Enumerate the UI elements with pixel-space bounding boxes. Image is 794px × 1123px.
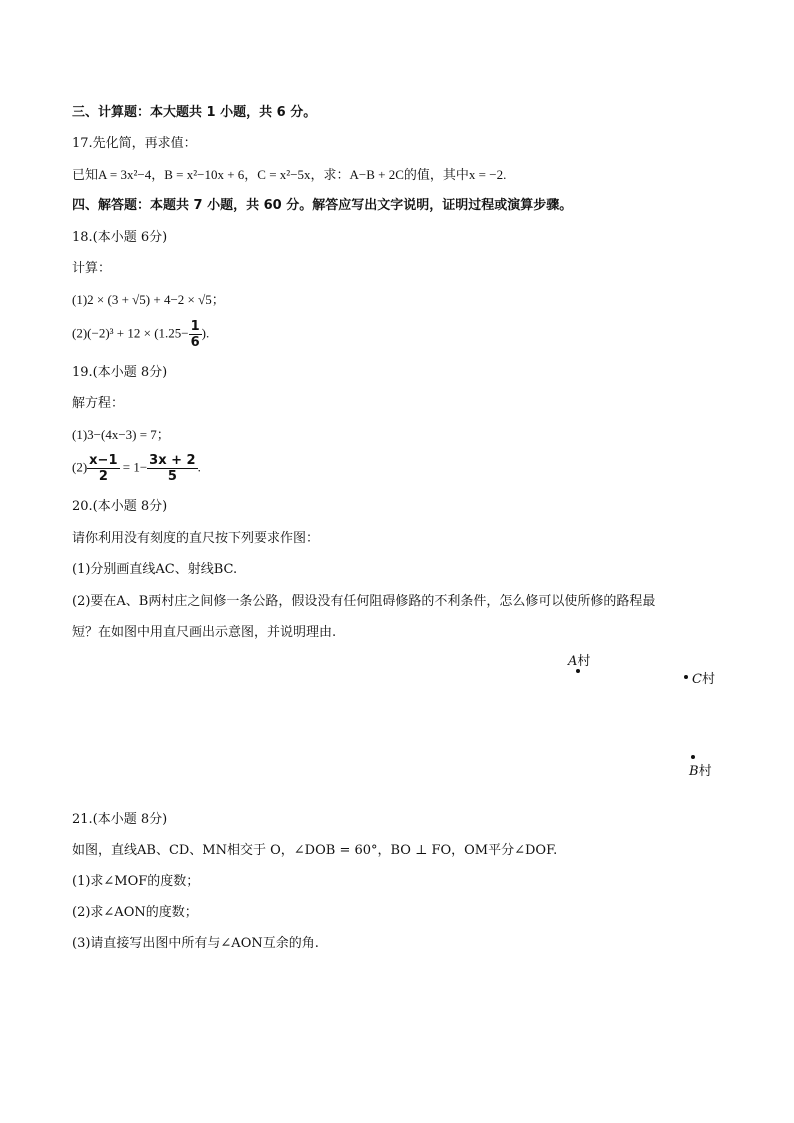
q17-title: 17.先化简，再求值： <box>72 136 197 151</box>
q18-part2-suffix: ). <box>201 325 210 341</box>
q21-part1: (1)求∠MOF的度数； <box>72 874 200 889</box>
q20-part2-line2: 短？在如图中用直尺画出示意图，并说明理由. <box>72 625 337 640</box>
village-a-point <box>576 669 580 673</box>
q20-title: 20.(本小题 8分) <box>72 499 168 514</box>
q19-part2-prefix: (2) <box>72 459 88 475</box>
village-b-letter: B <box>689 764 699 779</box>
q19-fraction-2-den: 5 <box>167 469 177 484</box>
q19-part2-mid: = 1− <box>119 459 148 475</box>
q18-fraction <box>189 319 202 350</box>
q19-fraction-2 <box>147 453 197 484</box>
village-b-label <box>689 760 712 779</box>
village-a-label <box>568 650 590 669</box>
q19-instruction: 解方程： <box>72 396 125 411</box>
q18-part1: (1)2 × (3 + √5) + 4−2 × √5； <box>72 292 225 307</box>
q18-title: 18.(本小题 6分) <box>72 230 168 245</box>
q18-fraction-den: 6 <box>190 335 200 350</box>
q19-fraction-1-den: 2 <box>98 469 108 484</box>
village-a-suffix: 村 <box>577 654 591 669</box>
village-b-point <box>691 755 695 759</box>
q19-fraction-1 <box>87 453 119 484</box>
village-c-suffix: 村 <box>701 672 715 687</box>
q19-fraction-1-num: x−1 <box>89 453 118 468</box>
q18-instruction: 计算： <box>72 261 112 276</box>
village-c-point <box>684 675 688 679</box>
q18-part2 <box>72 319 209 350</box>
q20-part2-line1: (2)要在A、B两村庄之间修一条公路，假设没有任何阻碍修路的不利条件，怎么修可以使所修的路程最 <box>72 594 656 609</box>
q19-fraction-2-num: 3x + 2 <box>149 453 196 468</box>
village-c-letter: C <box>692 672 702 687</box>
q21-part3: (3)请直接写出图中所有与∠AON互余的角. <box>72 936 319 951</box>
q18-part2-prefix: (2)(−2)³ + 12 × (1.25− <box>72 325 189 341</box>
q20-part1: (1)分别画直线AC、射线BC. <box>72 562 238 577</box>
q21-title: 21.(本小题 8分) <box>72 812 168 827</box>
q19-part1: (1)3−(4x−3) = 7； <box>72 427 170 442</box>
q19-part2-suffix: . <box>197 459 201 475</box>
village-a-letter: A <box>568 654 578 669</box>
q18-fraction-num: 1 <box>190 319 200 334</box>
village-c-label <box>692 668 715 687</box>
village-b-suffix: 村 <box>698 764 712 779</box>
q20-instruction: 请你利用没有刻度的直尺按下列要求作图： <box>72 531 320 546</box>
section4-header: 四、解答题：本题共 7 小题，共 60 分。解答应写出文字说明，证明过程或演算步骤。 <box>72 198 573 213</box>
q19-title: 19.(本小题 8分) <box>72 365 168 380</box>
q17-text: 已知A = 3x²−4，B = x²−10x + 6，C = x²−5x，求：A−B + 2C的值，其中x = −2. <box>72 167 507 182</box>
q21-part2: (2)求∠AON的度数； <box>72 905 198 920</box>
q21-text: 如图，直线AB、CD、MN相交于 O，∠DOB = 60°，BO ⊥ FO，OM平分∠DOF. <box>72 843 558 858</box>
section3-header: 三、计算题：本大题共 1 小题，共 6 分。 <box>72 105 317 120</box>
q19-part2 <box>72 453 201 484</box>
